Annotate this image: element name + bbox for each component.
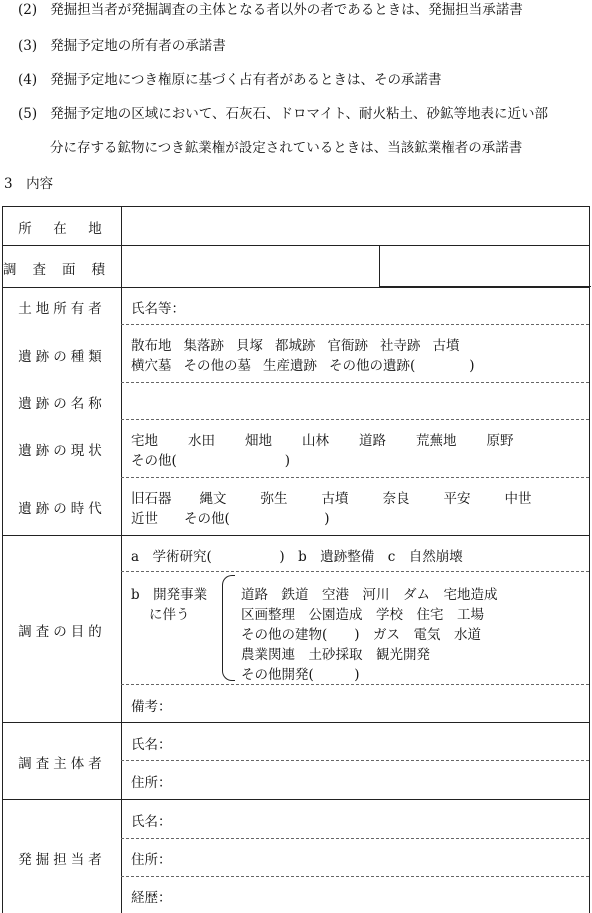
site-status-row-1	[131, 429, 514, 449]
site-type-row-2	[131, 354, 475, 374]
bracket-icon	[222, 575, 235, 681]
site-type-row-1	[131, 334, 460, 354]
option-text: 旧石器	[131, 491, 172, 507]
label-site-type: 遺跡の種類	[18, 349, 106, 365]
row-divider-dashed	[121, 382, 589, 383]
column-divider	[121, 207, 122, 913]
item-text: 発掘予定地につき権原に基づく占有者があるときは、その承諾書	[50, 72, 442, 88]
option-text: 道路	[359, 433, 386, 449]
option-text: 原野	[486, 433, 514, 449]
option-text: 官衙跡	[327, 338, 368, 354]
option-text: 中世	[504, 491, 532, 507]
content-form	[2, 206, 590, 913]
row-divider-dashed	[121, 324, 589, 325]
item-5-continuation: 分に存する鉱物につき鉱業権が設定されているときは、当該鉱業権者の承諾書	[50, 140, 523, 156]
row-divider	[3, 799, 589, 800]
label-site-name: 遺跡の名称	[18, 396, 106, 412]
label-owner: 土地所有者	[18, 301, 106, 317]
row-divider-dashed	[121, 571, 589, 572]
row-divider-dashed	[121, 684, 589, 685]
option-text: 縄文	[199, 491, 227, 507]
remarks-field[interactable]: 備考：	[131, 699, 172, 715]
item-number: (5)	[18, 106, 38, 122]
option-text: 古墳	[321, 491, 349, 507]
option-text: 都城跡	[275, 338, 316, 354]
option-text: 近世	[131, 511, 158, 527]
option-text: 古墳	[432, 338, 460, 354]
item-2	[18, 0, 523, 18]
option-text: 山林	[302, 433, 329, 449]
investigator-name-field[interactable]: 氏名：	[131, 737, 172, 753]
purpose-line-a: a 学術研究( ) b 遺跡整備 c 自然崩壊	[131, 549, 463, 565]
option-text: 集落跡	[183, 338, 224, 354]
section-heading: 3 内容	[4, 176, 54, 192]
item-number: (4)	[18, 72, 38, 88]
item-number: (2)	[18, 2, 38, 18]
option-text: 奈良	[382, 491, 410, 507]
option-text: 横穴墓	[131, 358, 172, 374]
site-period-row-1	[131, 487, 532, 507]
dev-line-3: その他の建物( ) ガス 電気 水道	[241, 627, 482, 643]
option-text: 荒蕪地	[416, 433, 457, 449]
option-text: 生産遺跡	[263, 358, 317, 374]
excavator-address-field[interactable]: 住所：	[131, 852, 172, 868]
option-text: 散布地	[131, 338, 172, 354]
label-investigator: 調査主体者	[18, 756, 106, 772]
label-site-period: 遺跡の時代	[18, 501, 106, 517]
option-text: その他の墓	[183, 358, 251, 374]
item-3	[18, 34, 226, 54]
item-text: 発掘予定地の区域において、石灰石、ドロマイト、耐火粘土、砂鉱等地表に近い部	[50, 106, 549, 122]
item-4	[18, 68, 442, 88]
dev-line-1: 道路 鉄道 空港 河川 ダム 宅地造成	[241, 587, 498, 603]
option-text: 畑地	[245, 433, 272, 449]
option-text: 貝塚	[236, 338, 263, 354]
row-divider	[3, 722, 589, 723]
owner-name-field[interactable]: 氏名等：	[131, 301, 185, 317]
option-text: 弥生	[260, 491, 288, 507]
item-text: 発掘担当者が発掘調査の主体となる者以外の者であるときは、発掘担当承諾書	[50, 2, 523, 18]
option-text: その他( )	[184, 511, 330, 527]
label-purpose: 調査の目的	[18, 624, 106, 640]
purpose-b-sublabel: に伴う	[149, 607, 190, 623]
option-text: 社寺跡	[380, 338, 421, 354]
excavator-career-field[interactable]: 経歴：	[131, 890, 172, 906]
option-text: 平安	[443, 491, 471, 507]
option-text: 宅地	[131, 433, 158, 449]
dev-line-4: 農業関連 土砂採取 観光開発	[241, 647, 430, 663]
dev-line-2: 区画整理 公園造成 学校 住宅 工場	[241, 607, 484, 623]
label-site-status: 遺跡の現状	[18, 443, 106, 459]
area-input-box[interactable]	[379, 245, 591, 287]
label-location: 所 在 地	[18, 221, 106, 237]
item-number: (3)	[18, 38, 38, 54]
excavator-name-field[interactable]: 氏名：	[131, 814, 172, 830]
row-divider-dashed	[121, 876, 589, 877]
row-divider-dashed	[121, 419, 589, 420]
label-excavator: 発掘担当者	[18, 852, 106, 868]
item-text: 発掘予定地の所有者の承諾書	[50, 38, 226, 54]
label-area: 調査面積	[3, 262, 121, 278]
option-text: その他の遺跡( )	[329, 358, 475, 374]
option-text: 水田	[188, 433, 215, 449]
site-status-row-2: その他( )	[131, 453, 291, 469]
dev-line-5: その他開発( )	[241, 667, 360, 683]
investigator-address-field[interactable]: 住所：	[131, 775, 172, 791]
row-divider	[3, 535, 589, 536]
row-divider	[3, 287, 589, 288]
purpose-b-label: b 開発事業	[131, 587, 208, 603]
site-period-row-2	[131, 507, 330, 527]
row-divider-dashed	[121, 477, 589, 478]
row-divider-dashed	[121, 838, 589, 839]
row-divider-dashed	[121, 760, 589, 761]
item-5	[18, 102, 548, 122]
